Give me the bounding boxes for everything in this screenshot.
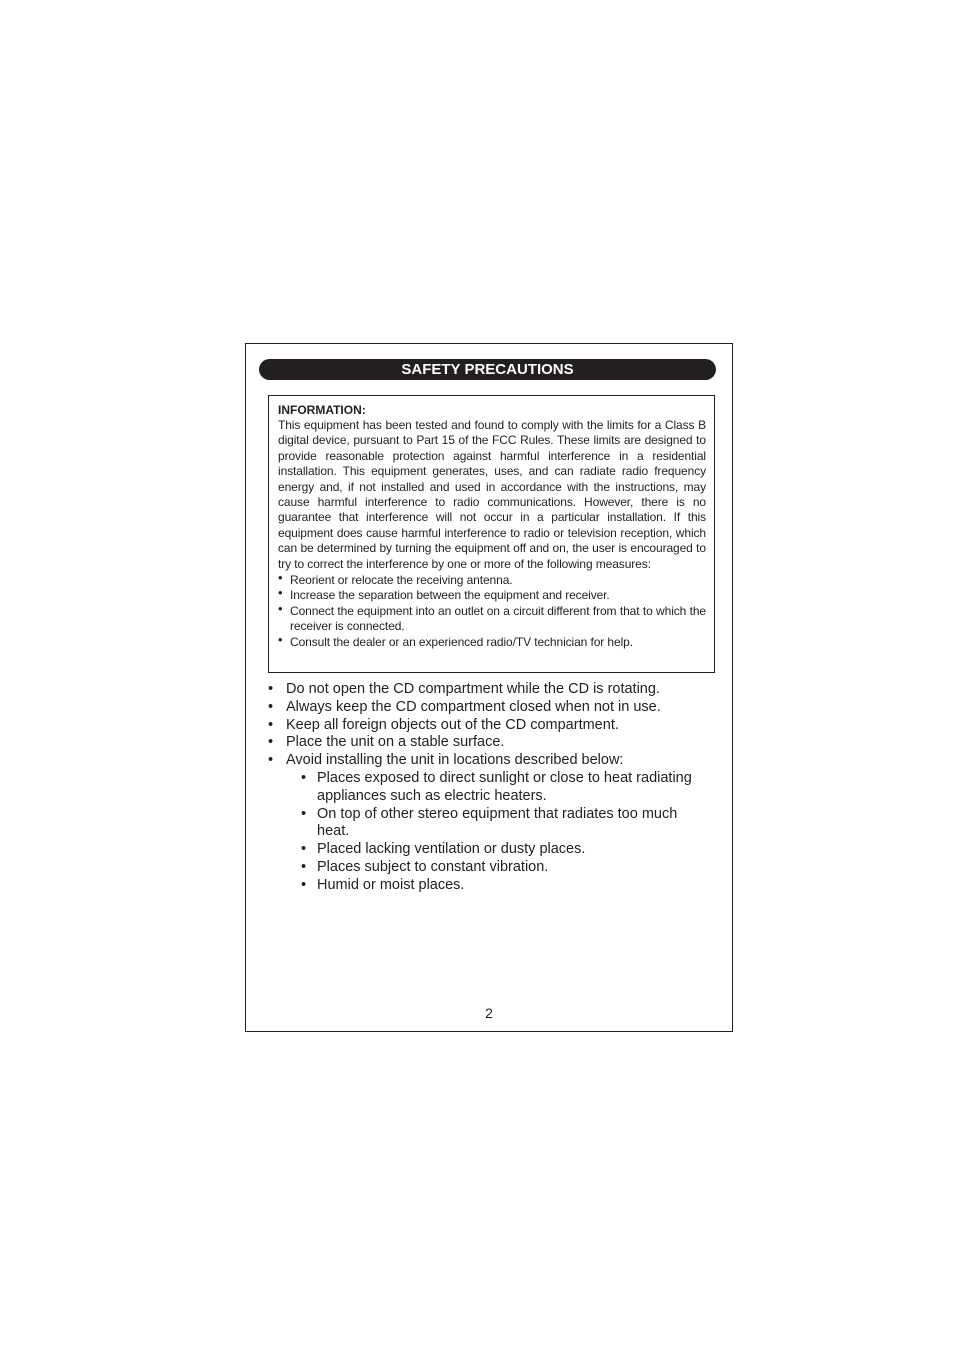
list-item: • Reorient or relocate the receiving antenna. [278,570,513,588]
list-item: • Placed lacking ventilation or dusty places. [301,841,586,858]
bullet-icon: • [301,769,307,786]
bullet-icon: • [301,876,307,893]
information-heading: INFORMATION: [278,403,366,417]
section-title: SAFETY PRECAUTIONS [259,359,716,380]
bullet-icon: • [268,716,274,733]
bullet-icon: • [268,681,274,697]
list-item: • On top of other stereo equipment that radiates too much heat. [301,805,678,840]
information-text: This equipment has been tested and found to comply with the limits for a Class B digital device, pursuant to Part 15 of the FCC Rules. These limits are designed to provide reasonable protection against harmful interference in a residential installation. This equipment generates, uses, and can radiate radio frequency energy and, if not installed and used in accordance with the instructions, may cause harmful interference to radio communications. However, there is no guarantee that interference will not occur in a particular installation. If this equipment does cause harmful interference to radio or television reception, which can be determined by turning the equipment off and on, the user is encouraged to try to correct the interference by one or more of the following measures: [278,418,706,571]
list-item: • Places subject to constant vibration. [301,858,549,875]
bullet-icon: • [278,600,283,616]
bullet-icon: • [301,805,307,822]
list-item: • Increase the separation between the equipment and receiver. [278,585,610,603]
bullet-icon: • [268,752,274,769]
page-number: 2 [485,1005,493,1021]
fcc-information-box [268,395,715,673]
list-item: • Place the unit on a stable surface. [268,734,505,751]
bullet-icon: • [278,585,283,601]
bullet-icon: • [301,841,307,858]
bullet-icon: • [301,858,307,875]
list-item: • Keep all foreign objects out of the CD compartment. [268,716,619,733]
list-item: • Do not open the CD compartment while the CD is rotating. [268,681,660,697]
measures-list [278,570,706,650]
precautions-list [268,681,708,895]
list-item: • Connect the equipment into an outlet on a circuit different from that to which the receiver is connected. [278,600,706,634]
list-item: • Consult the dealer or an experienced radio/TV technician for help. [278,631,633,649]
bullet-icon: • [278,631,283,647]
bullet-icon: • [268,698,274,715]
list-item: • Avoid installing the unit in locations described below: • Places exposed to direct sunlight or close to heat radiating appliances such as electric heaters. • On top of other stereo equipment that radiates too much heat. • Placed lacking ventilation or dusty places. • Places subject to constant vibration. • Humid or moist places. [268,752,708,894]
list-item: • Always keep the CD compartment closed when not in use. [268,698,661,715]
list-item: • Places exposed to direct sunlight or close to heat radiating appliances such as electric heaters. [301,769,692,804]
manual-page [245,343,733,1032]
bullet-icon: • [268,734,274,751]
locations-list [286,770,708,895]
list-item: • Humid or moist places. [301,876,465,893]
bullet-icon: • [278,570,283,586]
